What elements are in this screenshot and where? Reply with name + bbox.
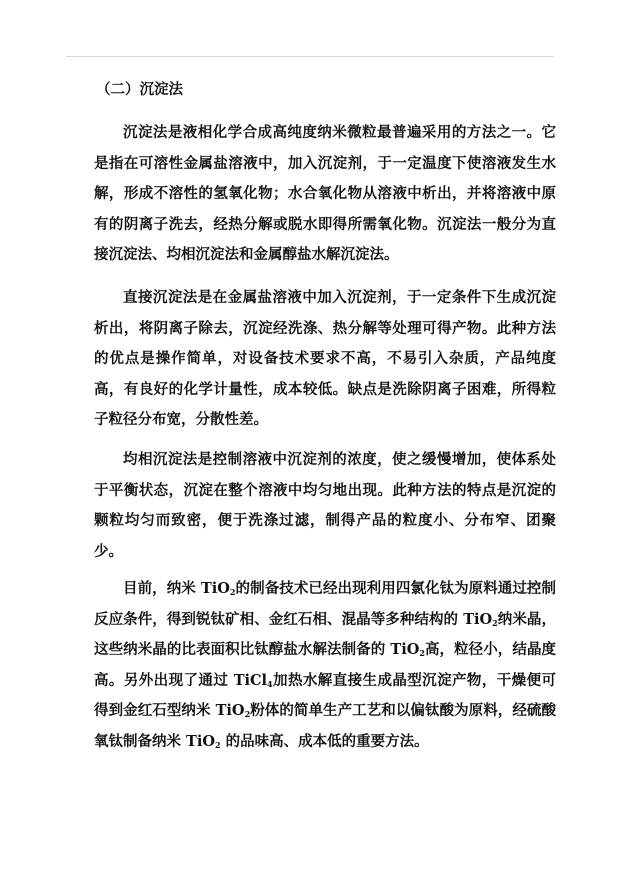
p4-text-4: 高，粒径小，结晶度高。另外出现了通过 TiCl: [94, 641, 557, 689]
paragraph-precipitation-intro: 沉淀法是液相化学合成高纯度纳米微粒最普遍采用的方法之一。它是指在可溶性金属盐溶液中，加入沉淀剂，于一定温度下使溶液发生水解，形成不溶性的氢氧化物；水合氧化物从溶液中析出，并将溶液中原有的阴离子洗去，经热分解或脱水即得所需氧化物。沉淀法一般分为直接沉淀法、均相沉淀法和金属醇盐水解沉淀法。: [94, 124, 556, 263]
paragraph-direct-precipitation: 直接沉淀法是在金属盐溶液中加入沉淀剂，于一定条件下生成沉淀析出，将阴离子除去，沉淀经洗涤、热分解等处理可得产物。此种方法的优点是操作简单，对设备技术要求不高，不易引入杂质，产品纯度高，有良好的化学计量性，成本较低。缺点是洗除阴离子困难，所得粒子粒径分布宽，分散性差。: [94, 289, 556, 428]
subscript-2: 2: [419, 648, 425, 658]
paragraph-tio2-preparation: [94, 574, 556, 757]
subscript-2: 2: [244, 709, 251, 719]
subscript-4: 4: [267, 678, 273, 689]
p4-text-1: 目前，纳米 TiO: [123, 580, 230, 597]
subscript-2: 2: [229, 587, 236, 597]
p4-text-2: 的制备技术已经出现利用四氯化钛为原料通过控制反应条件，得到锐钛矿相、金红石相、混晶等多种结构的 TiO: [94, 580, 557, 628]
section-heading: （二）沉淀法: [96, 81, 183, 98]
subscript-2: 2: [492, 617, 498, 628]
p4-text-7: 的品味高、成本低的重要方法。: [220, 732, 429, 750]
header-rule: [66, 56, 554, 57]
p4-text-6: 粉体的简单生产工艺和以偏钛酸为原料，经硫酸氧钛制备纳米 TiO: [94, 702, 556, 750]
p4-text-3: 纳米晶，这些纳米晶的比表面积比钛醇盐水解法制备的 TiO: [94, 610, 556, 658]
paragraph-homogeneous-precipitation: 均相沉淀法是控制溶液中沉淀剂的浓度，使之缓慢增加，使体系处于平衡状态，沉淀在整个溶液中均匀地出现。此种方法的特点是沉淀的颗粒均匀而致密，便于洗涤过滤，制得产品的粒度小、分布窄、团聚少。: [94, 451, 556, 560]
subscript-2: 2: [214, 739, 221, 750]
p4-text-5: 加热水解直接生成晶型沉淀产物，干燥便可得到金红石型纳米 TiO: [94, 671, 556, 719]
